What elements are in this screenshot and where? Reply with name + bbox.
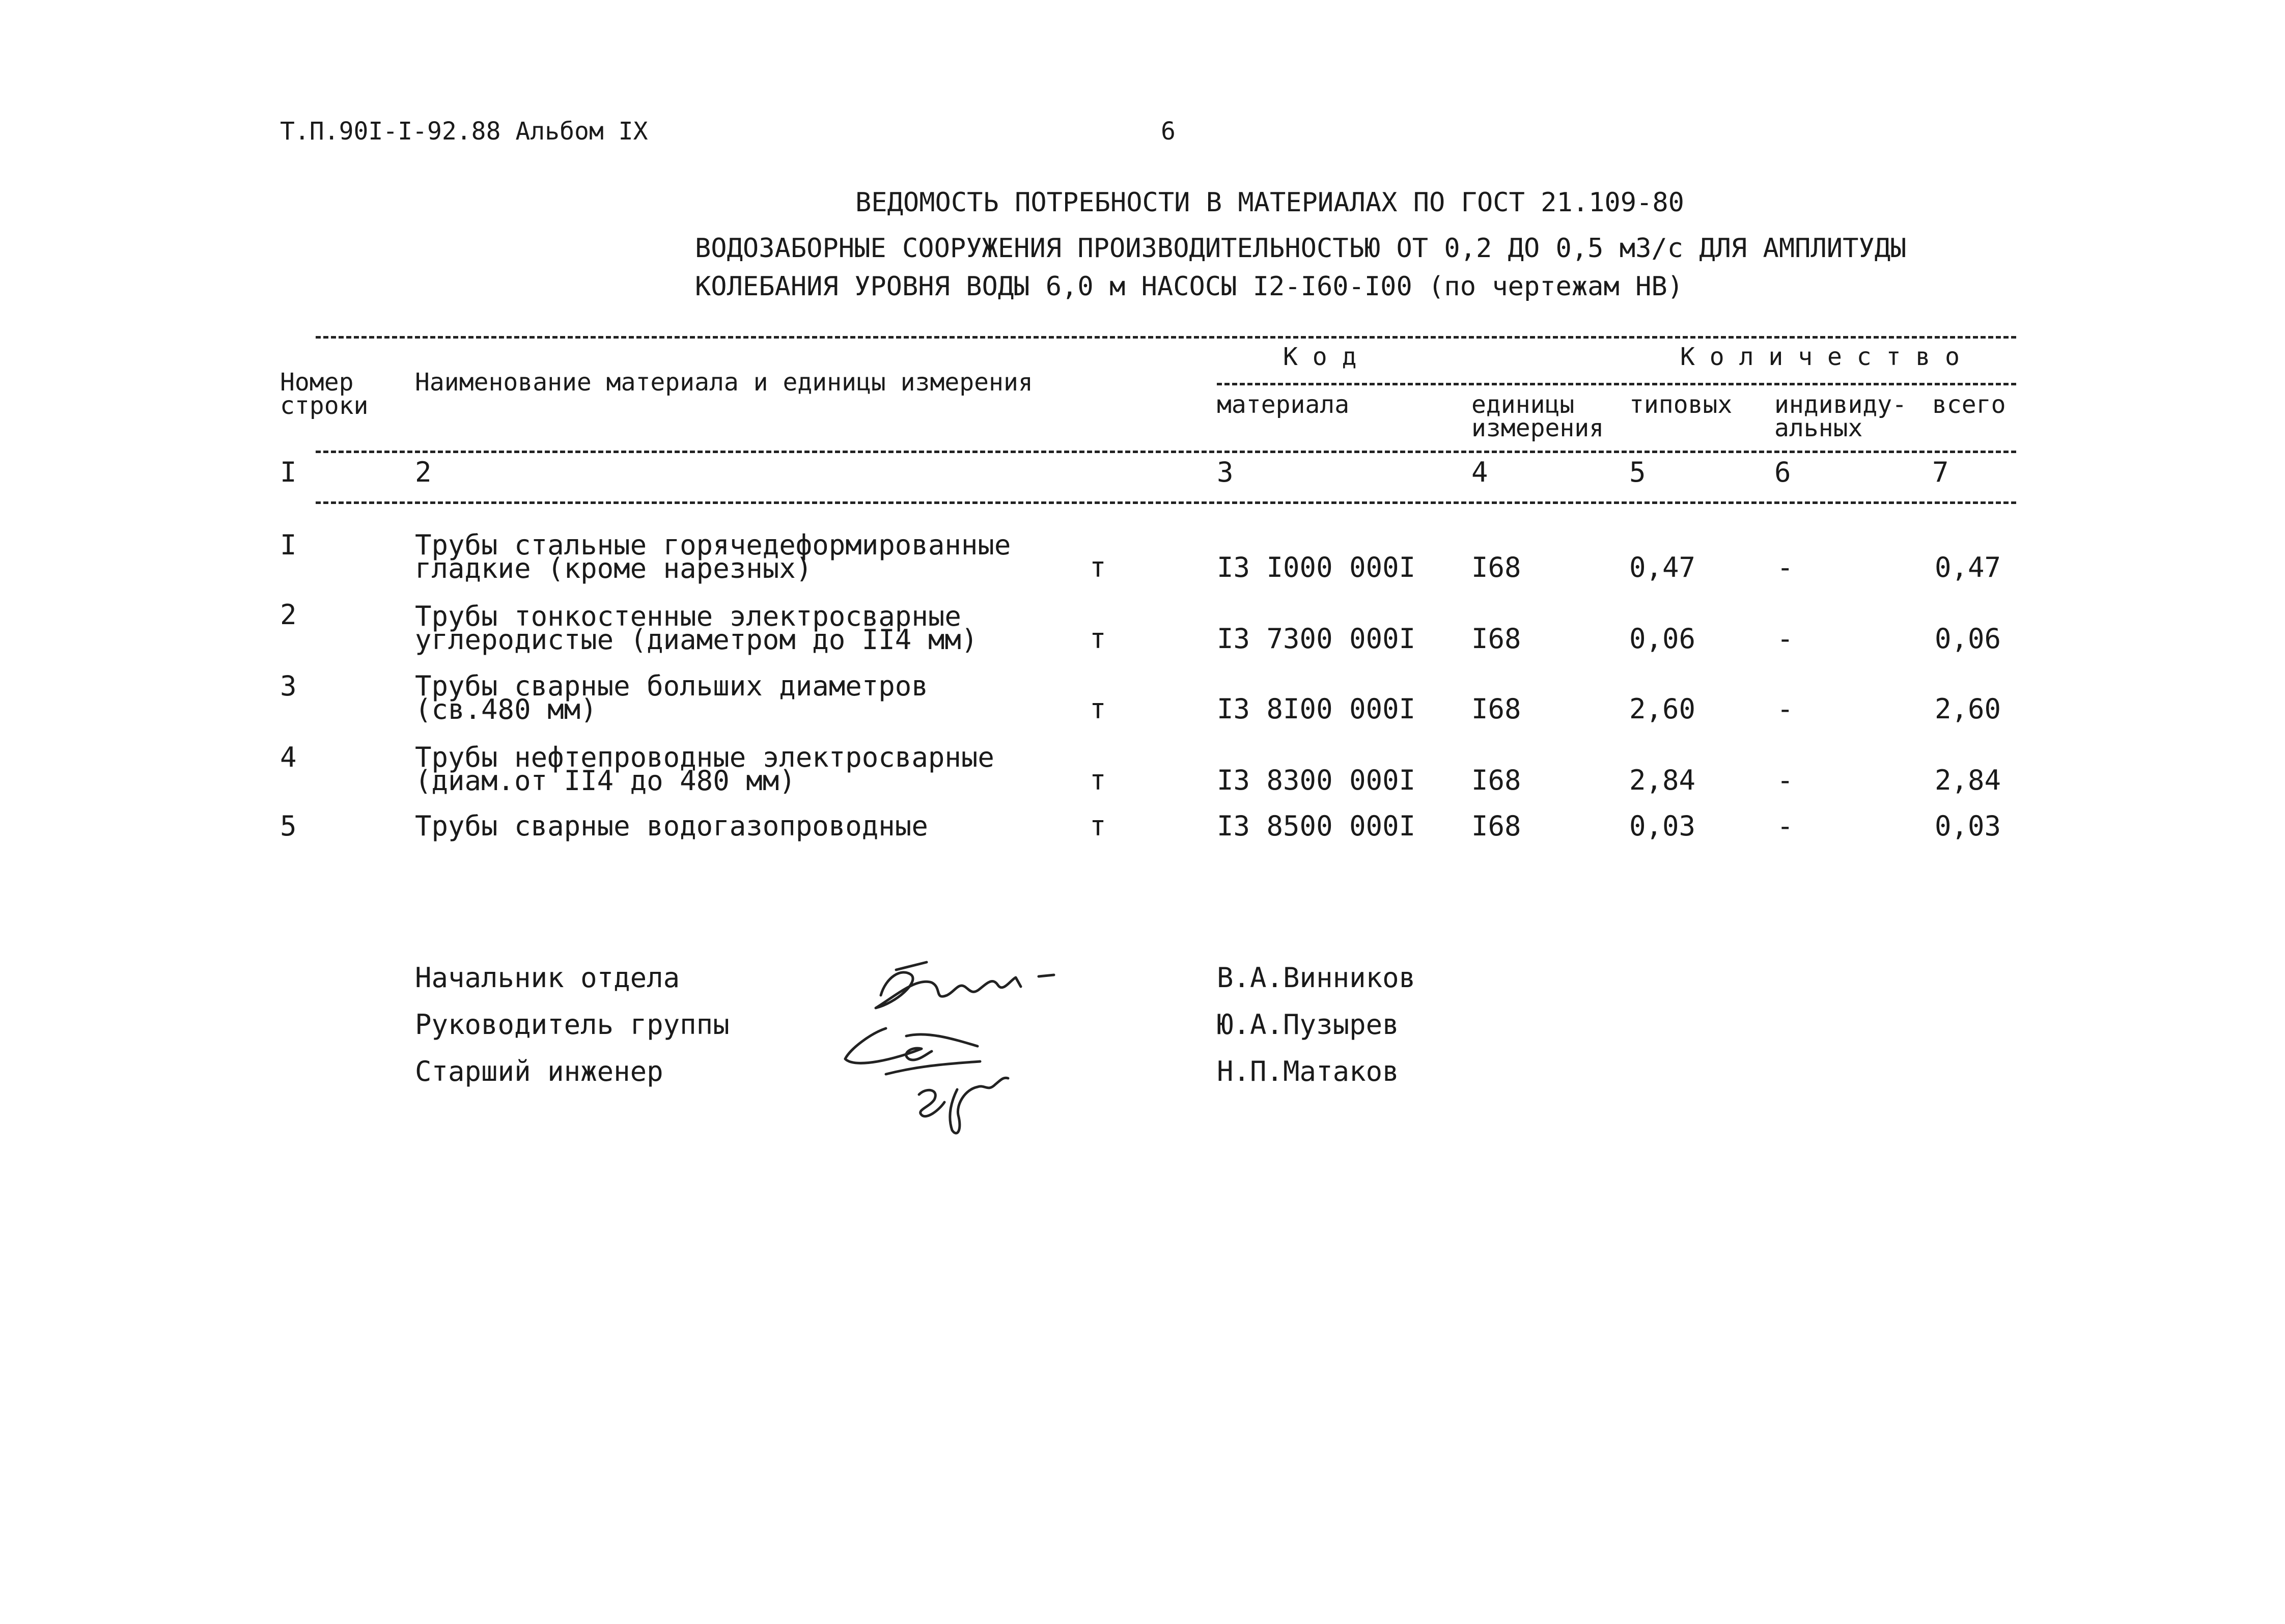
material-code: I3 8500 000I <box>1217 810 1416 842</box>
document-subtitle-line2: КОЛЕБАНИЯ УРОВНЯ ВОДЫ 6,0 м НАСОСЫ I2-I60-I00 (по чертежам НВ) <box>695 271 1684 302</box>
row-number: I <box>280 529 297 561</box>
column-number: 2 <box>415 456 432 488</box>
signatory-name-senior-engineer: Н.П.Матаков <box>1217 1055 1399 1087</box>
column-number: 6 <box>1774 456 1791 488</box>
row-number: 5 <box>280 810 297 842</box>
material-name: Трубы стальные горячедеформированные гладкие (кроме нарезных) <box>415 529 1011 584</box>
signatory-name-group-leader: Ю.А.Пузырев <box>1217 1009 1399 1041</box>
row-number: 3 <box>280 670 297 702</box>
qty-typical: 2,84 <box>1629 764 1696 796</box>
header-qty-individual: индивиду- альных <box>1774 390 1907 442</box>
qty-typical: 0,06 <box>1629 623 1696 655</box>
material-name: Трубы тонкостенные электросварные углеродистые (диаметром до II4 мм) <box>415 600 978 656</box>
document-subtitle-line1: ВОДОЗАБОРНЫЕ СООРУЖЕНИЯ ПРОИЗВОДИТЕЛЬНОСТЬЮ ОТ 0,2 ДО 0,5 м3/с ДЛЯ АМПЛИТУДЫ <box>695 233 1907 264</box>
signature-position-senior-engineer: Старший инженер <box>415 1055 663 1087</box>
column-numbers-bottom-rule <box>316 501 2016 504</box>
signature-position-group-leader: Руководитель группы <box>415 1009 730 1041</box>
qty-total: 2,84 <box>1935 764 2001 796</box>
material-name: Трубы сварные водогазопроводные <box>415 810 928 842</box>
code-qty-subheader-rule <box>1217 383 2016 385</box>
unit: т <box>1090 623 1106 655</box>
column-number: 4 <box>1471 456 1488 488</box>
material-code: I3 7300 000I <box>1217 623 1416 655</box>
qty-typical: 0,03 <box>1629 810 1696 842</box>
column-number: I <box>280 456 297 488</box>
signatory-name-head: В.А.Винников <box>1217 962 1416 994</box>
unit-code: I68 <box>1471 623 1521 655</box>
unit: т <box>1090 810 1106 842</box>
qty-typical: 0,47 <box>1629 551 1696 583</box>
unit: т <box>1090 551 1106 583</box>
column-number: 7 <box>1932 456 1949 488</box>
qty-typical: 2,60 <box>1629 693 1696 725</box>
signature-position-head-of-department: Начальник отдела <box>415 962 680 994</box>
unit-code: I68 <box>1471 764 1521 796</box>
material-name: Трубы сварные больших диаметров (св.480 мм) <box>415 670 928 725</box>
material-name: Трубы нефтепроводные электросварные (диам.от II4 до 480 мм) <box>415 741 994 797</box>
material-code: I3 8I00 000I <box>1217 693 1416 725</box>
header-qty-total: всего <box>1932 390 2006 419</box>
document-reference: Т.П.90I-I-92.88 Альбом IX <box>280 117 648 146</box>
unit-code: I68 <box>1471 551 1521 583</box>
table-header-bottom-rule <box>316 451 2016 453</box>
header-unit-code: единицы измерения <box>1471 390 1604 442</box>
header-quantity-group: К о л и ч е с т в о <box>1680 343 1960 371</box>
material-code: I3 I000 000I <box>1217 551 1416 583</box>
row-number: 2 <box>280 599 297 631</box>
row-number: 4 <box>280 741 297 773</box>
qty-total: 0,47 <box>1935 551 2001 583</box>
qty-individual: - <box>1777 810 1794 842</box>
header-qty-typical: типовых <box>1629 390 1733 419</box>
header-material-code: материала <box>1217 390 1350 419</box>
unit-code: I68 <box>1471 810 1521 842</box>
material-code: I3 8300 000I <box>1217 764 1416 796</box>
qty-individual: - <box>1777 693 1794 725</box>
page-number: 6 <box>1161 117 1176 146</box>
qty-individual: - <box>1777 623 1794 655</box>
header-row-number: Номер строки <box>280 368 369 420</box>
header-material-name: Наименование материала и единицы измерения <box>415 368 1033 397</box>
unit: т <box>1090 693 1106 725</box>
handwritten-signatures <box>825 947 1120 1151</box>
header-code-group: К о д <box>1283 343 1357 371</box>
qty-total: 0,06 <box>1935 623 2001 655</box>
qty-total: 2,60 <box>1935 693 2001 725</box>
table-top-rule <box>316 336 2016 339</box>
qty-individual: - <box>1777 764 1794 796</box>
qty-total: 0,03 <box>1935 810 2001 842</box>
qty-individual: - <box>1777 551 1794 583</box>
document-title: ВЕДОМОСТЬ ПОТРЕБНОСТИ В МАТЕРИАЛАХ ПО ГОСТ 21.109-80 <box>855 187 1684 218</box>
column-number: 5 <box>1629 456 1646 488</box>
unit-code: I68 <box>1471 693 1521 725</box>
column-number: 3 <box>1217 456 1234 488</box>
unit: т <box>1090 764 1106 796</box>
